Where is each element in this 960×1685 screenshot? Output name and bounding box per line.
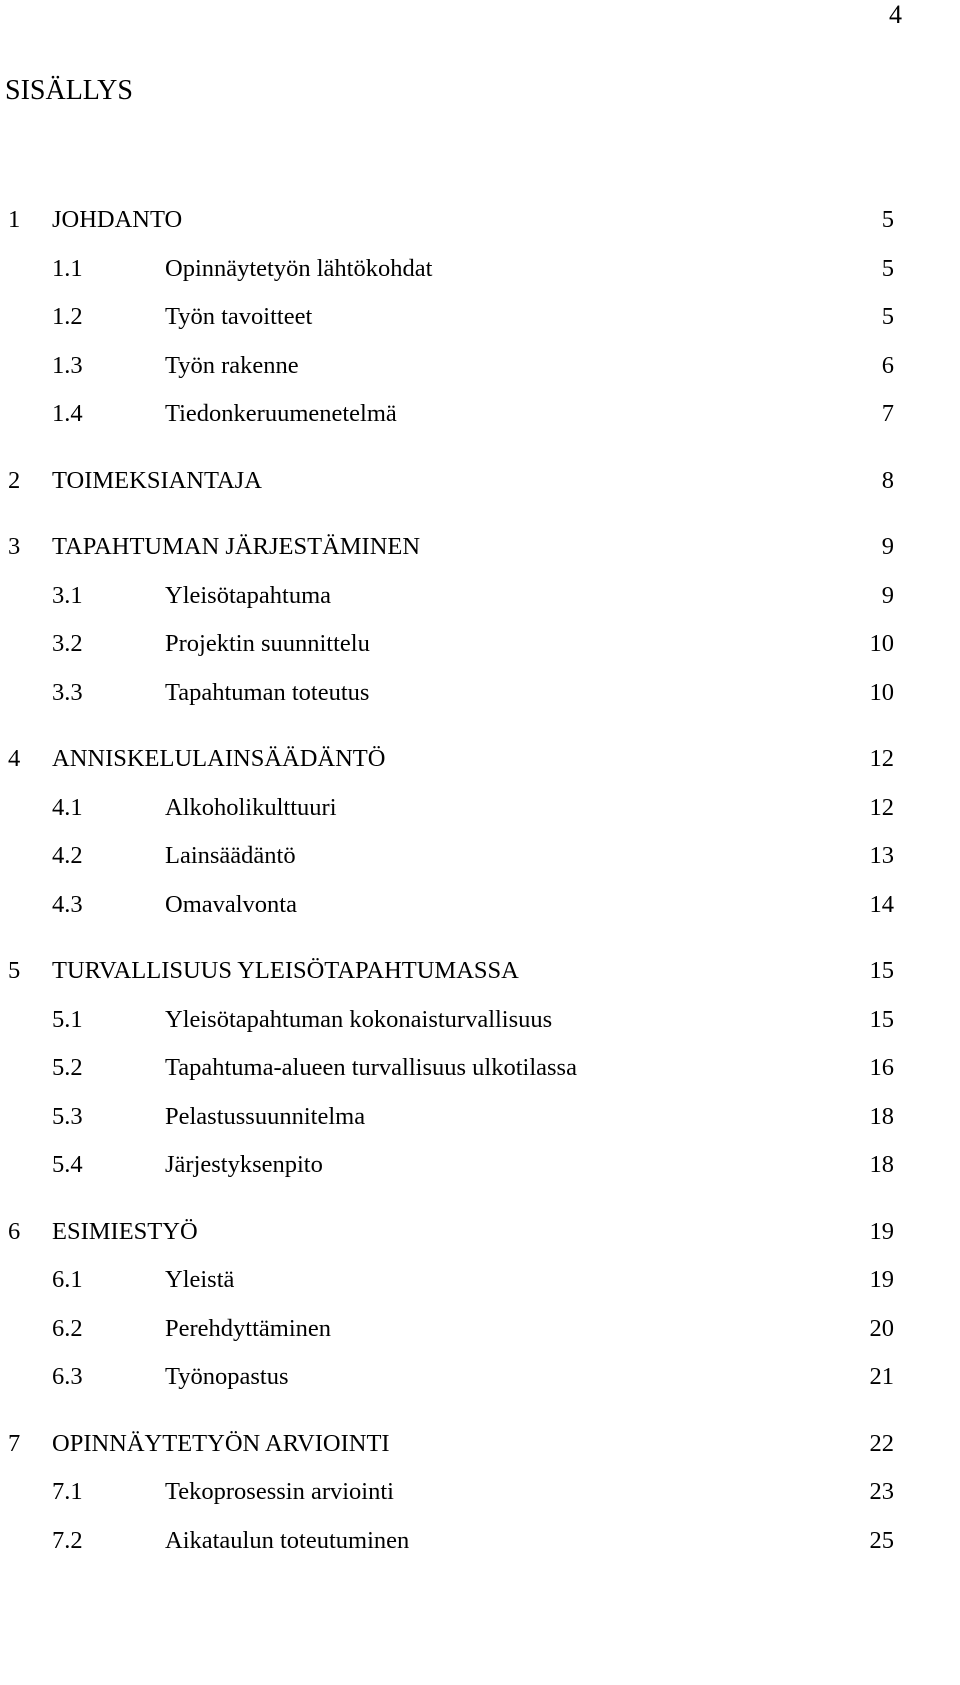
entry-page-number: 10 <box>869 678 894 706</box>
toc-section-entry <box>0 881 960 930</box>
entry-page-number: 5 <box>881 206 894 233</box>
entry-title: Työn rakenne <box>165 351 299 379</box>
entry-number: 1 <box>8 206 21 233</box>
toc-section-entry <box>0 342 960 391</box>
entry-number: 5.3 <box>52 1102 83 1130</box>
toc-section-entry <box>0 784 960 833</box>
toc-section-entry <box>0 669 960 718</box>
toc-chapter-entry <box>0 457 960 506</box>
entry-page-number: 12 <box>869 793 894 821</box>
entry-title: Työn tavoitteet <box>165 303 313 330</box>
entry-title: TOIMEKSIANTAJA <box>52 466 262 494</box>
entry-title: Yleistä <box>165 1266 235 1293</box>
toc-chapter-group <box>0 735 960 929</box>
entry-title: Yleisötapahtuma <box>165 581 332 609</box>
entry-page-number: 15 <box>869 1005 894 1033</box>
toc-chapter-entry <box>0 196 960 245</box>
entry-title: Tapahtuma-alueen turvallisuus ulkotilassa <box>165 1054 577 1081</box>
toc-chapter-entry <box>0 1208 960 1257</box>
toc-section-entry <box>0 620 960 669</box>
entry-title: Tapahtuman toteutus <box>165 678 370 706</box>
entry-number: 6.2 <box>52 1314 83 1342</box>
entry-number: 3.3 <box>52 678 83 706</box>
entry-page-number: 19 <box>869 1266 894 1293</box>
toc-chapter-entry <box>0 947 960 996</box>
entry-number: 6.3 <box>52 1363 83 1390</box>
entry-number: 4.1 <box>52 793 83 821</box>
toc-chapter-entry <box>0 523 960 572</box>
entry-page-number: 23 <box>869 1478 894 1505</box>
entry-title: Alkoholikulttuuri <box>165 793 337 821</box>
entry-number: 3 <box>8 533 21 560</box>
entry-page-number: 18 <box>869 1102 894 1130</box>
toc-section-entry <box>0 832 960 881</box>
page-number: 4 <box>889 0 902 29</box>
toc-section-entry <box>0 1353 960 1402</box>
toc-chapter-entry <box>0 1420 960 1469</box>
toc-section-entry <box>0 1044 960 1093</box>
entry-number: 4.3 <box>52 890 83 918</box>
entry-title: OPINNÄYTETYÖN ARVIOINTI <box>52 1429 390 1457</box>
entry-number: 4 <box>8 745 21 772</box>
entry-page-number: 25 <box>869 1526 894 1554</box>
entry-title: Työnopastus <box>165 1363 289 1390</box>
toc-chapter-group <box>0 1208 960 1402</box>
entry-number: 2 <box>8 466 21 494</box>
entry-title: Omavalvonta <box>165 890 297 918</box>
entry-page-number: 7 <box>881 400 894 427</box>
entry-title: Pelastussuunnitelma <box>165 1102 366 1130</box>
entry-number: 1.2 <box>52 303 83 330</box>
entry-number: 3.2 <box>52 630 83 657</box>
toc-section-entry <box>0 1256 960 1305</box>
toc-chapter-group <box>0 523 960 717</box>
entry-number: 7 <box>8 1429 21 1457</box>
entry-page-number: 10 <box>869 630 894 657</box>
toc-section-entry <box>0 572 960 621</box>
toc-section-entry <box>0 293 960 342</box>
entry-title: ANNISKELULAINSÄÄDÄNTÖ <box>52 745 386 772</box>
entry-number: 7.2 <box>52 1526 83 1554</box>
toc-section-entry <box>0 1093 960 1142</box>
entry-title: Yleisötapahtuman kokonaisturvallisuus <box>165 1005 553 1033</box>
entry-page-number: 6 <box>881 351 894 379</box>
entry-title: Järjestyksenpito <box>165 1151 323 1178</box>
entry-title: ESIMIESTYÖ <box>52 1217 198 1245</box>
table-of-contents <box>0 196 960 1583</box>
toc-chapter-group <box>0 457 960 506</box>
entry-page-number: 22 <box>869 1429 894 1457</box>
entry-page-number: 5 <box>881 303 894 330</box>
toc-chapter-group <box>0 947 960 1190</box>
toc-section-entry <box>0 1517 960 1566</box>
toc-section-entry <box>0 1468 960 1517</box>
entry-page-number: 20 <box>869 1314 894 1342</box>
entry-title: TAPAHTUMAN JÄRJESTÄMINEN <box>52 533 421 560</box>
entry-page-number: 5 <box>881 254 894 282</box>
entry-number: 1.1 <box>52 254 83 282</box>
entry-page-number: 12 <box>869 745 894 772</box>
entry-title: Aikataulun toteutuminen <box>165 1526 410 1554</box>
toc-section-entry <box>0 1141 960 1190</box>
entry-page-number: 9 <box>881 581 894 609</box>
toc-chapter-group <box>0 1420 960 1566</box>
entry-page-number: 16 <box>869 1054 894 1081</box>
entry-title: Tekoprosessin arviointi <box>165 1478 394 1505</box>
entry-page-number: 18 <box>869 1151 894 1178</box>
entry-number: 4.2 <box>52 842 83 869</box>
entry-title: Opinnäytetyön lähtökohdat <box>165 254 433 282</box>
entry-page-number: 19 <box>869 1217 894 1245</box>
entry-number: 1.4 <box>52 400 83 427</box>
toc-section-entry <box>0 245 960 294</box>
entry-number: 5.4 <box>52 1151 83 1178</box>
toc-section-entry <box>0 1305 960 1354</box>
entry-number: 5 <box>8 957 21 984</box>
entry-title: TURVALLISUUS YLEISÖTAPAHTUMASSA <box>52 957 519 984</box>
entry-title: JOHDANTO <box>52 206 183 233</box>
entry-number: 1.3 <box>52 351 83 379</box>
toc-title: SISÄLLYS <box>5 75 133 106</box>
entry-number: 6.1 <box>52 1266 83 1293</box>
entry-number: 3.1 <box>52 581 83 609</box>
entry-number: 5.1 <box>52 1005 83 1033</box>
entry-page-number: 15 <box>869 957 894 984</box>
entry-page-number: 9 <box>881 533 894 560</box>
entry-number: 6 <box>8 1217 21 1245</box>
entry-page-number: 13 <box>869 842 894 869</box>
toc-section-entry <box>0 996 960 1045</box>
entry-title: Lainsäädäntö <box>165 842 296 869</box>
entry-page-number: 14 <box>869 890 894 918</box>
entry-title: Tiedonkeruumenetelmä <box>165 400 397 427</box>
entry-number: 5.2 <box>52 1054 83 1081</box>
entry-number: 7.1 <box>52 1478 83 1505</box>
entry-title: Projektin suunnittelu <box>165 630 370 657</box>
entry-page-number: 8 <box>881 466 894 494</box>
toc-section-entry <box>0 390 960 439</box>
toc-chapter-group <box>0 196 960 439</box>
entry-page-number: 21 <box>869 1363 894 1390</box>
toc-chapter-entry <box>0 735 960 784</box>
entry-title: Perehdyttäminen <box>165 1314 332 1342</box>
